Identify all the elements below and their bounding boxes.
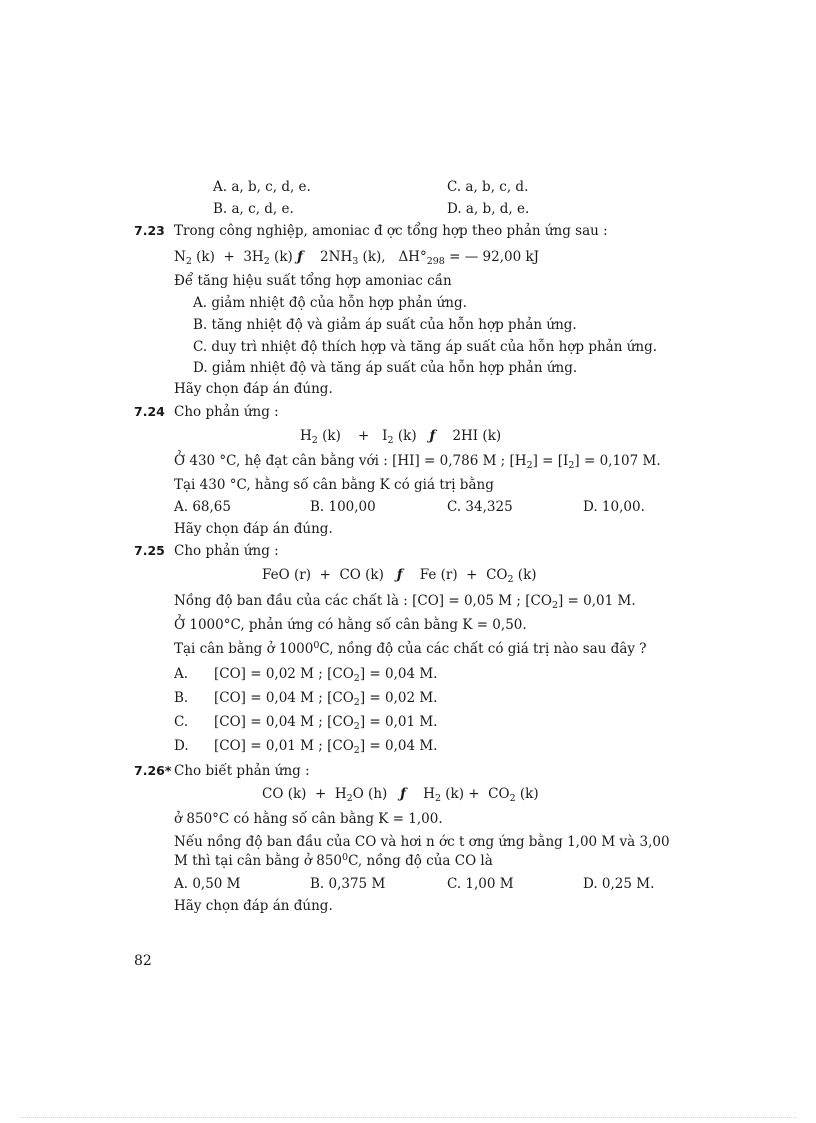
q724-question: Tại 430 °C, hằng số cân bằng K có giá trị bằng: [174, 477, 494, 493]
q726-stem: Cho biết phản ứng :: [174, 763, 310, 779]
prev-option-a: A. a, b, c, d, e.: [213, 179, 311, 195]
q723-ask: Hãy chọn đáp án đúng.: [174, 381, 333, 397]
q725-option-a-letter: A.: [174, 666, 189, 682]
q726-option-c: C. 1,00 M: [447, 876, 514, 892]
q725-option-d: [CO] = 0,01 M ; $[CO_2] = 0,04$ M.: [214, 738, 438, 756]
q723-option-b: B. tăng nhiệt độ và giảm áp suất của hỗn hợp phản ứng.: [193, 317, 577, 333]
q726-option-d: D. 0,25 M.: [583, 876, 655, 892]
q725-condition: Ở 1000°C, phản ứng có hằng số cân bằng K = 0,50.: [174, 617, 527, 633]
question-number-7-25: 7.25: [134, 543, 165, 558]
q726-ask: Hãy chọn đáp án đúng.: [174, 898, 333, 914]
page-bottom-divider: [20, 1117, 796, 1118]
q723-option-d: D. giảm nhiệt độ và tăng áp suất của hỗn hợp phản ứng.: [193, 360, 578, 376]
q723-equation: $N_2$ $(k) + 3H_2$ (k) ƒ $2NH_3$ (k), $\Delta H^\circ_{298}$ = — 92,00 kJ: [174, 249, 540, 267]
q723-lead: Để tăng hiệu suất tổng hợp amoniac cần: [174, 273, 452, 289]
q724-equation: $H_2$ (k) + $I_2$ (k) ƒ 2HI (k): [300, 428, 502, 446]
equilibrium-arrow-icon: ƒ: [297, 249, 303, 265]
q725-initial: Nồng độ ban đầu của các chất là : [CO] = 0,05 M ; $[CO_2] = 0,01$ M.: [174, 593, 636, 611]
q725-equation: FeO (r) + CO (k) ƒ Fe $(r) + CO_2$ (k): [262, 567, 537, 585]
q723-option-a: A. giảm nhiệt độ của hỗn hợp phản ứng.: [193, 295, 467, 311]
page-number: 82: [134, 953, 152, 969]
q725-stem: Cho phản ứng :: [174, 543, 279, 559]
equilibrium-arrow-icon: ƒ: [396, 567, 403, 583]
question-number-7-26: 7.26*: [134, 763, 172, 778]
q725-option-b-letter: B.: [174, 690, 189, 706]
q724-option-c: C. 34,325: [447, 499, 513, 515]
q724-option-a: A. 68,65: [174, 499, 231, 515]
equilibrium-arrow-icon: ƒ: [400, 786, 406, 802]
question-number-7-24: 7.24: [134, 404, 165, 419]
q725-option-b: [CO] = 0,04 M ; $[CO_2] = 0,02$ M.: [214, 690, 438, 708]
q724-ask: Hãy chọn đáp án đúng.: [174, 521, 333, 537]
q723-stem: Trong công nghiệp, amoniac đ ợc tổng hợp theo phản ứng sau :: [174, 223, 608, 239]
q724-option-b: B. 100,00: [310, 499, 376, 515]
q725-question: Tại cân bằng ở 1000$^0$C, nồng độ của các chất có giá trị nào sau đây ?: [174, 640, 647, 657]
prev-option-d: D. a, b, d, e.: [447, 201, 530, 217]
q723-option-c: C. duy trì nhiệt độ thích hợp và tăng áp suất của hỗn hợp phản ứng.: [193, 339, 658, 355]
q726-option-b: B. 0,375 M: [310, 876, 386, 892]
equilibrium-arrow-icon: ƒ: [429, 428, 436, 444]
q726-line2: M thì tại cân bằng ở $850^0C$, nồng độ của CO là: [174, 852, 493, 869]
q725-option-c-letter: C.: [174, 714, 189, 730]
q724-option-d: D. 10,00.: [583, 499, 645, 515]
q725-option-d-letter: D.: [174, 738, 189, 754]
q725-option-c: [CO] = 0,04 M ; $[CO_2] = 0,01$ M.: [214, 714, 438, 732]
q726-equation: CO $(k) + H_2O$ (h) ƒ $H_2$ $(k) + CO_2$ (k): [262, 786, 539, 804]
q726-condition: ở 850°C có hằng số cân bằng K = 1,00.: [174, 811, 443, 827]
q724-condition: Ở 430 °C, hệ đạt cân bằng với : [HI] = 0,786 M ; $[H_2] = [I_2] = 0,107$ M.: [174, 453, 661, 471]
q726-line1: Nếu nồng độ ban đầu của CO và hơi n ớc t ơng ứng bằng 1,00 M và 3,00: [174, 834, 670, 850]
prev-option-c: C. a, b, c, d.: [447, 179, 529, 195]
question-number-7-23: 7.23: [134, 223, 165, 238]
q726-option-a: A. 0,50 M: [174, 876, 241, 892]
prev-option-b: B. a, c, d, e.: [213, 201, 294, 217]
q725-option-a: [CO] = 0,02 M ; $[CO_2] = 0,04$ M.: [214, 666, 438, 684]
q724-stem: Cho phản ứng :: [174, 404, 279, 420]
